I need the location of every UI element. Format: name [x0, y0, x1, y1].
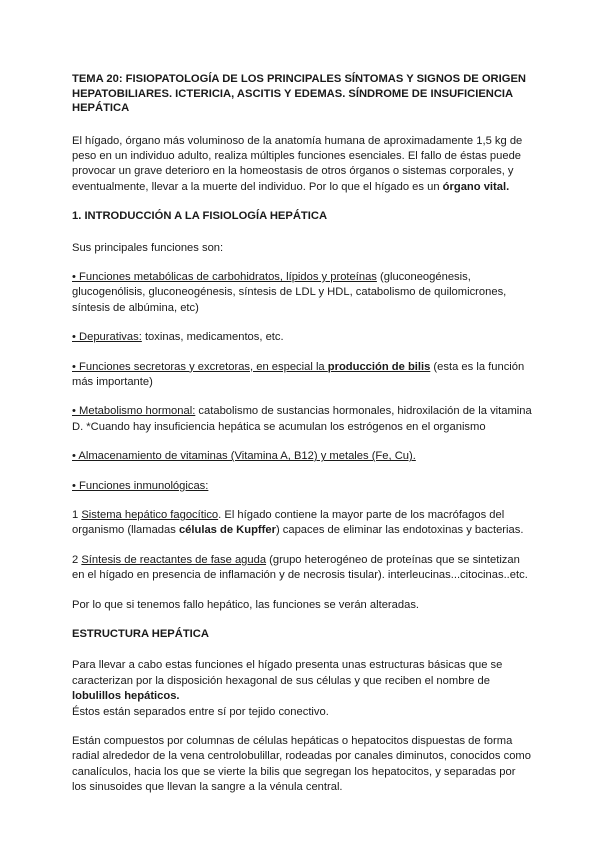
intro-text: El hígado, órgano más voluminoso de la anatomía humana de aproximadamente 1,5 kg de peso en un individuo adulto, realiza múltiples funciones esenciales. El fallo de éstas puede provocar un grave deterioro en la homeostasis de otros órganos o sistemas corporales, y eventualmente, llevar a la muerte del individuo. Por lo que el hígado es un — [72, 134, 523, 193]
section1-conclusion: Por lo que si tenemos fallo hepático, las funciones se verán alteradas. — [72, 598, 420, 611]
function-item: • Metabolismo hormonal: catabolismo de sustancias hormonales, hidroxilación de la vitamina D. *Cuando hay insuficiencia hepática se acumulan los estrógenos en el organismo — [72, 405, 532, 433]
section1-heading: 1. INTRODUCCIÓN A LA FISIOLOGÍA HEPÁTICA — [72, 210, 328, 223]
intro-paragraph — [72, 134, 532, 196]
document-page — [72, 72, 532, 810]
function-item: • Funciones metabólicas de carbohidratos, lípidos y proteínas (gluconeogénesis, glucogenólisis, gluconeogénesis, síntesis de LDL y HDL, catabolismo de quilomicrones, síntesis de albúmina, etc) — [72, 270, 507, 314]
function-item: • Depurativas: toxinas, medicamentos, etc. — [72, 331, 284, 344]
function-item: • Almacenamiento de vitaminas (Vitamina A, B12) y metales (Fe, Cu). — [72, 450, 416, 463]
immune-item: 2 Síntesis de reactantes de fase aguda (grupo heterogéneo de proteínas que se sintetizan en el hígado en presencia de inflamación y de necrosis tisular). interleucinas...citocinas..etc. — [72, 553, 528, 582]
function-item: • Funciones inmunológicas: — [72, 479, 209, 492]
structure-paragraph-1b: Éstos están separados entre sí por tejido conectivo. — [72, 705, 329, 718]
functions-lead: Sus principales funciones son: — [72, 241, 224, 254]
section2-heading: ESTRUCTURA HEPÁTICA — [72, 628, 209, 641]
document-title: TEMA 20: FISIOPATOLOGÍA DE LOS PRINCIPALES SÍNTOMAS Y SIGNOS DE ORIGEN HEPATOBILIARES. ICTERICIA, ASCITIS Y EDEMAS. SÍNDROME DE INSUFICIENCIA HEPÁTICA — [72, 73, 526, 114]
immune-item: 1 Sistema hepático fagocítico. El hígado contiene la mayor parte de los macrófagos del organismo (llamadas células de Kupffer) capaces de eliminar las endotoxinas y bacterias. — [72, 509, 524, 537]
intro-bold: órgano vital. — [442, 180, 510, 193]
structure-paragraph-1: Para llevar a cabo estas funciones el hígado presenta unas estructuras básicas que se caracterizan por la disposición hexagonal de sus células y que reciben el nombre de lobulillos hepáticos. — [72, 659, 503, 703]
structure-paragraph-2: Están compuestos por columnas de células hepáticas o hepatocitos dispuestas de forma radial alrededor de la vena centrolobulillar, rodeadas por canales diminutos, conocidos como canalículos, hacia los que se vierte la bilis que segregan los hepatocitos, y separadas por los sinusoides que llevan la sangre a la vénula central. — [72, 735, 531, 794]
function-item: • Funciones secretoras y excretoras, en especial la producción de bilis (esta es la función más importante) — [72, 360, 525, 388]
